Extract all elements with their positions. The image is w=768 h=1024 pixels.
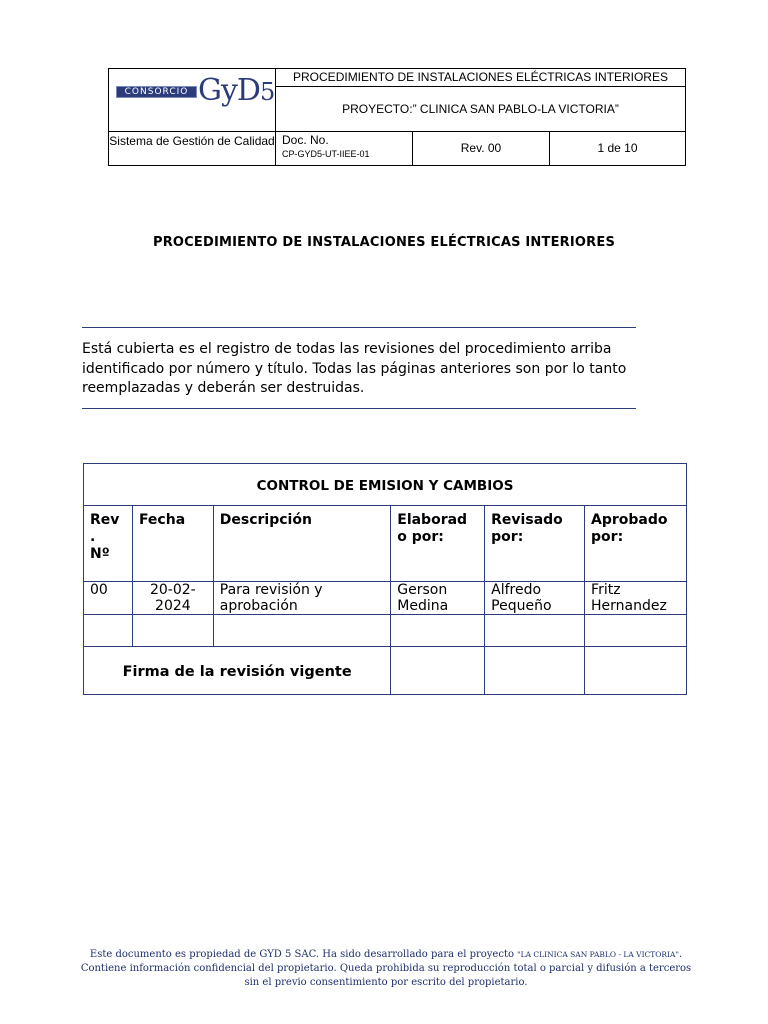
- signature-label: Firma de la revisión vigente: [84, 647, 391, 695]
- control-table: [83, 463, 687, 695]
- logo-cell: [109, 69, 276, 132]
- table-row-empty: [84, 615, 687, 647]
- signature-revisado: [485, 647, 585, 695]
- logo-mark: GyD5: [198, 73, 275, 108]
- logo-consorcio-box: CONSORCIO: [116, 86, 197, 98]
- table-row: [84, 582, 687, 615]
- header-revision: Rev. 00: [413, 132, 550, 165]
- header-system: Sistema de Gestión de Calidad: [109, 132, 276, 165]
- cell-elaborado: Gerson Medina: [391, 582, 485, 615]
- footer-notice: [80, 948, 692, 990]
- header-doc-number: [276, 132, 413, 165]
- signature-elaborado: [391, 647, 485, 695]
- signature-row: [84, 647, 687, 695]
- divider-top: [82, 327, 636, 328]
- col-aprobado: Aprobado por:: [585, 506, 687, 582]
- company-logo: [116, 73, 275, 121]
- cell-descripcion: Para revisión y aprobación: [213, 582, 390, 615]
- cell-fecha: 20-02-2024: [132, 582, 213, 615]
- table-caption: CONTROL DE EMISION Y CAMBIOS: [84, 464, 687, 506]
- doc-label: Doc. No.: [282, 133, 329, 147]
- divider-bottom: [82, 408, 636, 409]
- cell-rev: 00: [84, 582, 133, 615]
- col-rev: Rev . Nº: [84, 506, 133, 582]
- header-page: 1 de 10: [597, 141, 638, 155]
- document-title: PROCEDIMIENTO DE INSTALACIONES ELÉCTRICAS INTERIORES: [152, 235, 616, 250]
- footer-project: "LA CLINICA SAN PABLO - LA VICTORIA": [517, 950, 679, 959]
- cell-aprobado: Fritz Hernandez: [585, 582, 687, 615]
- col-elaborado: Elaborad o por:: [391, 506, 485, 582]
- doc-number: CP-GYD5-UT-IIEE-01: [282, 149, 370, 159]
- header-title: PROCEDIMIENTO DE INSTALACIONES ELÉCTRICAS INTERIORES: [276, 69, 685, 87]
- intro-paragraph: Está cubierta es el registro de todas las revisiones del procedimiento arriba identificado por número y título. Todas las páginas anteriores son por lo tanto reemplazadas y deberán ser destruidas.: [82, 341, 627, 396]
- col-fecha: Fecha: [132, 506, 213, 582]
- signature-aprobado: [585, 647, 687, 695]
- table-header-row: [84, 506, 687, 582]
- cell-revisado: Alfredo Pequeño: [485, 582, 585, 615]
- col-revisado: Revisado por:: [485, 506, 585, 582]
- col-descripcion: Descripción: [213, 506, 390, 582]
- footer-part1: Este documento es propiedad de GYD 5 SAC. Ha sido desarrollado para el proyecto: [89, 949, 518, 960]
- footer-part2: . Contiene información confidencial del propietario. Queda prohibida su reproducción total o parcial y difusión a terceros sin el previo consentimiento por escrito del propietario.: [80, 949, 692, 988]
- document-header: [108, 68, 686, 166]
- header-project: PROYECTO:” CLINICA SAN PABLO-LA VICTORIA”: [276, 87, 685, 132]
